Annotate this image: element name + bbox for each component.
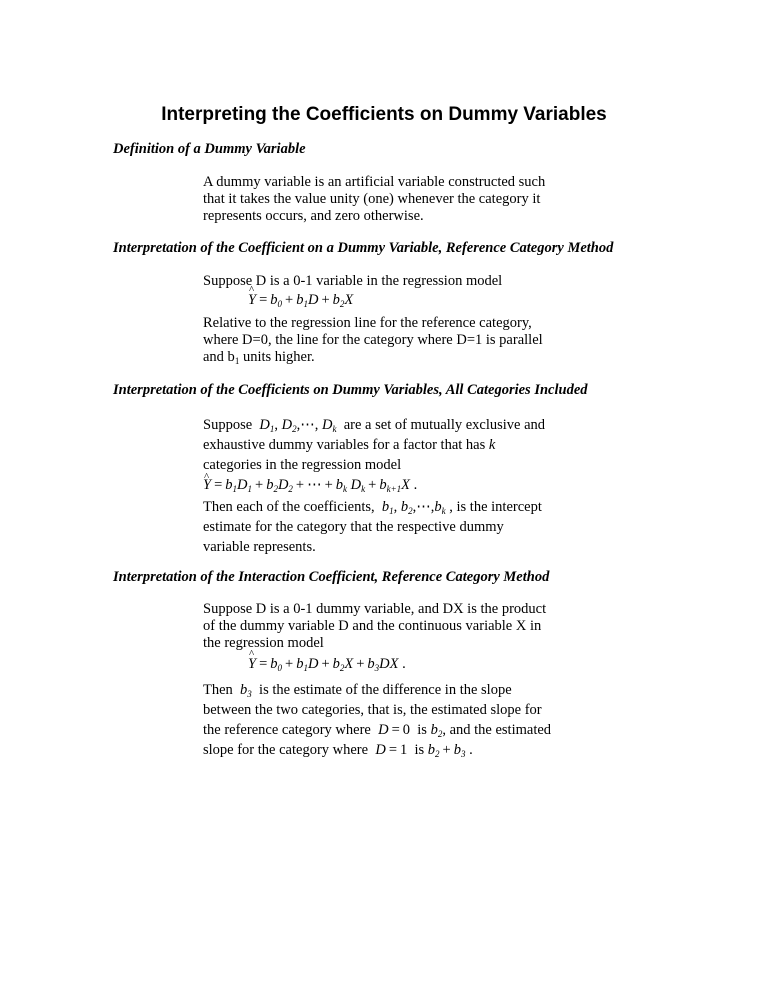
page-title: Interpreting the Coefficients on Dummy Variables bbox=[161, 104, 607, 125]
text-line: A dummy variable is an artificial variable constructed such bbox=[203, 174, 546, 190]
text-line: Relative to the regression line for the reference category, bbox=[203, 315, 532, 331]
section-heading-reference-category: Interpretation of the Coefficient on a Dummy Variable, Reference Category Method bbox=[113, 240, 614, 256]
text-line: of the dummy variable D and the continuous variable X in bbox=[203, 618, 542, 634]
text-line: estimate for the category that the respective dummy bbox=[203, 519, 504, 535]
section-heading-all-categories: Interpretation of the Coefficients on Dummy Variables, All Categories Included bbox=[113, 382, 588, 398]
text-line: Then $b_3$ is the estimate of the difference in the slope bbox=[203, 682, 512, 699]
equation-reference-model: ^ $Y = b_0 + b_1D + b_2X$ bbox=[248, 292, 353, 309]
definition-text bbox=[203, 174, 583, 225]
text-line: Suppose D is a 0-1 dummy variable, and DX is the product bbox=[203, 601, 547, 617]
reference-intro bbox=[203, 273, 583, 290]
text-line: the regression model bbox=[203, 635, 324, 651]
text-line: categories in the regression model bbox=[203, 457, 402, 473]
equation-all-categories: ^ $Y = b_1D_1 + b_2D_2$ + ⋯ + $b_k$ $D_k + b_{k+1}X$ . bbox=[203, 475, 583, 497]
reference-explanation bbox=[203, 315, 583, 366]
interaction-explanation bbox=[203, 680, 583, 760]
equation-interaction-model: ^ $Y = b_0 + b_1D + b_2X + b_3DX$ . bbox=[248, 656, 406, 673]
text-line: the reference category where D = 0 is $b_2$, and the estimated bbox=[203, 722, 552, 739]
interaction-intro bbox=[203, 601, 583, 652]
text-line: where D=0, the line for the category where D=1 is parallel bbox=[203, 332, 543, 348]
text-line: exhaustive dummy variables for a factor that has k bbox=[203, 437, 496, 453]
text-line: represents occurs, and zero otherwise. bbox=[203, 208, 424, 224]
text-line: Suppose D is a 0-1 variable in the regression model bbox=[203, 273, 503, 289]
text-line: Then each of the coefficients, $b_1$, $b_2,\cdots,b_k$ , is the intercept bbox=[203, 499, 542, 516]
section-heading-definition: Definition of a Dummy Variable bbox=[113, 141, 306, 157]
section-heading-interaction: Interpretation of the Interaction Coefficient, Reference Category Method bbox=[113, 569, 550, 585]
text-line: Suppose $D_1$, $D_2,\cdots$, $D_k$ are a set of mutually exclusive and bbox=[203, 417, 546, 434]
all-categories-text bbox=[203, 415, 583, 557]
text-line: between the two categories, that is, the estimated slope for bbox=[203, 702, 542, 718]
text-line: that it takes the value unity (one) whenever the category it bbox=[203, 191, 541, 207]
text-line: and $b_1$ units higher. bbox=[203, 349, 315, 366]
text-line: variable represents. bbox=[203, 539, 316, 555]
text-line: slope for the category where D = 1 is $b_2 + b_3$ . bbox=[203, 742, 473, 759]
